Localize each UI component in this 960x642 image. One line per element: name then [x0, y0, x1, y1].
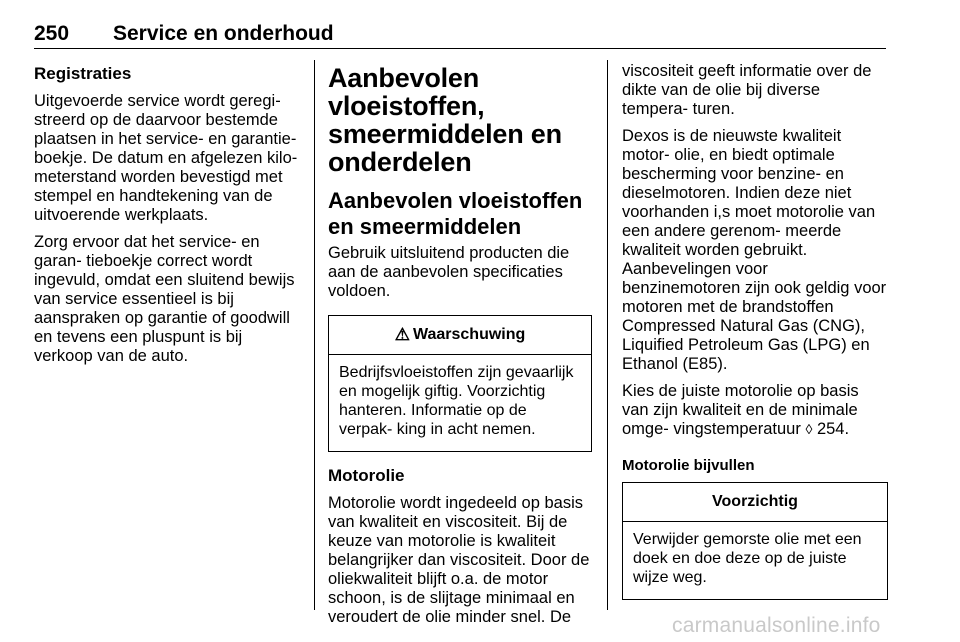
- page-reference-icon: ◊: [805, 421, 813, 437]
- motorolie-paragraph: Motorolie wordt ingedeeld op basis van kwaliteit en viscositeit. Bij de keuze van motorolie is kwaliteit belangrijker dan viscositeit. Door de oliekwaliteit blijft o.a. de motor schoon, is de slijtage minimaal en veroudert de olie minder snel. De: [328, 494, 590, 626]
- warning-title: Waarschuwing: [412, 326, 526, 343]
- choose-oil-paragraph: [622, 382, 888, 439]
- chapter-title: Aanbevolen vloeistoffen, smeermiddelen en onderdelen: [328, 63, 562, 177]
- caution-box: [622, 482, 888, 600]
- warning-text: Bedrijfsvloeistoffen zijn gevaarlijk en mogelijk giftig. Voorzichtig hanteren. Informatie op de verpak- king in acht nemen.: [339, 364, 574, 438]
- page-header: [34, 22, 886, 49]
- motorolie-heading: Motorolie: [328, 466, 405, 485]
- watermark: carmanualsonline.info: [672, 614, 881, 637]
- registraties-heading: Registraties: [34, 64, 132, 83]
- caution-text: Verwijder gemorste olie met een doek en doe deze op de juiste wijze weg.: [633, 531, 862, 586]
- intro-paragraph: Gebruik uitsluitend producten die aan de aanbevolen specificaties voldoen.: [328, 244, 570, 300]
- viscosity-paragraph: viscositeit geeft informatie over de dikte van de olie bij diverse tempera- turen.: [622, 62, 872, 118]
- page-number: 250: [34, 22, 70, 45]
- registraties-paragraph-2: Zorg ervoor dat het service- en garan- tieboekje correct wordt ingevuld, omdat een sluitend bewijs van service essentieel is bij aanspraken op garantie of goodwill en tevens een pluspunt is bij verkoop van de auto.: [34, 233, 295, 365]
- subchapter-title: Aanbevolen vloeistoffen en smeermiddelen: [328, 188, 583, 239]
- warning-triangle-icon: ⚠: [394, 325, 410, 344]
- column-right: [622, 62, 888, 600]
- caution-box-body: [623, 522, 887, 599]
- warning-box-header: [329, 316, 591, 355]
- column-middle: [328, 62, 592, 635]
- caution-box-header: [623, 483, 887, 522]
- dexos-paragraph: Dexos is de nieuwste kwaliteit motor- olie, en biedt optimale bescherming voor benzine- en dieselmotoren. Indien deze niet voorhanden i,s moet motorolie van een andere gerenom- meerde kwaliteit worden gebruikt. Aanbevelingen voor benzinemotoren zijn ook geldig voor motoren met de brandstoffen Compressed Natural Gas (CNG), Liquified Petroleum Gas (LPG) en Ethanol (E85).: [622, 127, 887, 373]
- refill-heading: Motorolie bijvullen: [622, 457, 755, 474]
- column-left: [34, 62, 302, 374]
- page-reference-number: 254.: [816, 420, 850, 438]
- column-divider-left: [314, 60, 315, 610]
- section-title: Service en onderhoud: [113, 22, 334, 45]
- choose-oil-text: Kies de juiste motorolie op basis van zijn kwaliteit en de minimale omge- vingstemperatuur: [622, 382, 859, 438]
- column-divider-right: [607, 60, 608, 610]
- warning-box: [328, 315, 592, 452]
- caution-title: Voorzichtig: [712, 493, 798, 510]
- registraties-paragraph-1: Uitgevoerde service wordt geregi- streerd op de daarvoor bestemde plaatsen in het service- en garantie- boekje. De datum en afgelezen kilo- meterstand worden bevestigd met stempel en handtekening van de uitvoerende werkplaats.: [34, 92, 298, 224]
- warning-box-body: [329, 355, 591, 451]
